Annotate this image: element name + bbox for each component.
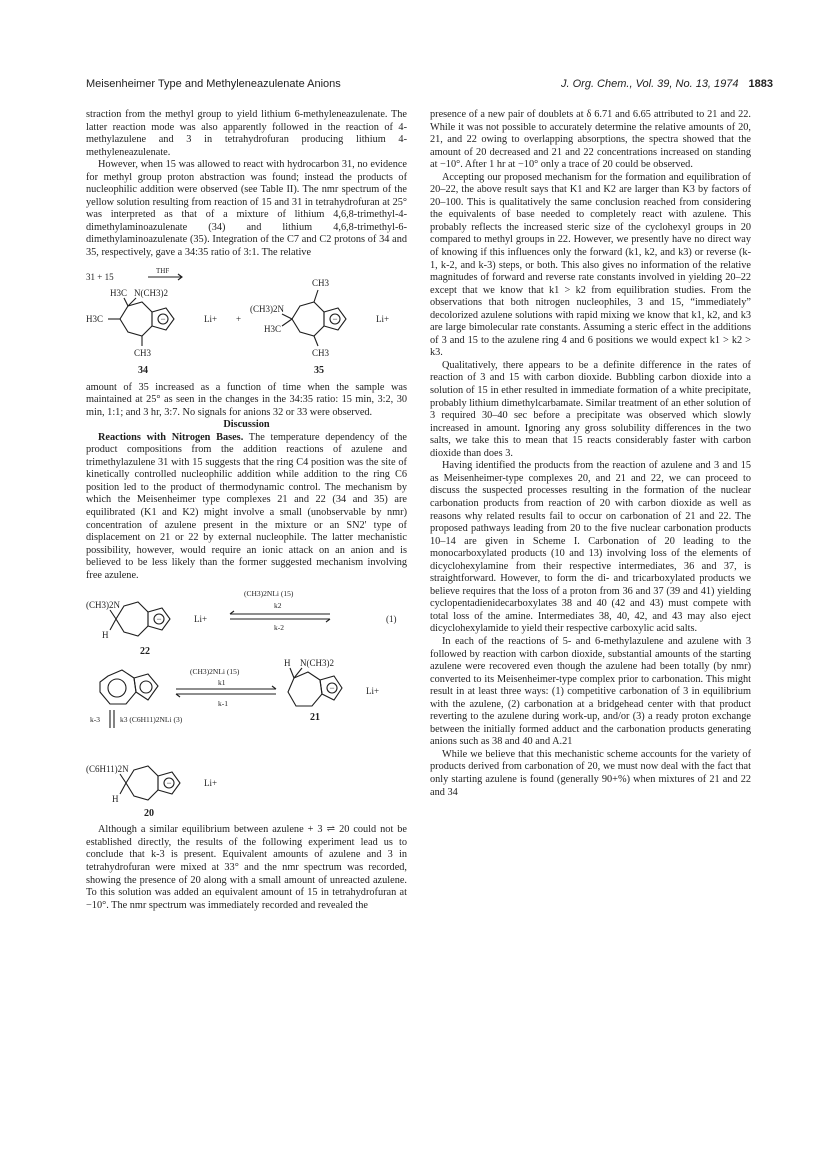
compound-20 [86,764,180,818]
five-ring [134,674,158,700]
paragraph: presence of a new pair of doublets at δ 6.71 and 6.65 attributed to 21 and 22. While it was not possible to accurately determine the relative amounts of 20, 21, and 22 owing to overlapping absorptions, the spectra showed that the amount of 20 decreased and 21 and 22 concentrations increased on standing at −10°. After 1 hr at −10° only a trace of 20 could be observed. [430,109,751,171]
lithium-cation: Li+ [204,313,218,324]
paragraph [86,432,407,583]
lithium-cation: Li+ [376,313,390,324]
rate-constant: k-3 [90,715,100,725]
minus-sign: − [329,683,335,694]
bond [110,610,116,619]
compound-label-21: 21 [310,712,320,724]
rate-constant: k2 [274,601,282,611]
rate-constant: k1 [218,678,226,688]
reagent-label: (CH3)2NLi (15) [244,589,294,599]
paragraph: Having identified the products from the reaction of azulene and 3 and 15 as Meisenheimer-type complexes 20, and 21 and 22, we can proceed to discuss the suspected processes resulting in the formation of the nuclear carbonation products from reaction of 20 with carbon dioxide as well as reasons why related results fail to occur on carbonation of 21 and 22. The proposed pathways leading from 20 to the five nuclear carbonation products 10–14 are given in Scheme I. Carbonation of 20 leading to the monocarboxylated products (10 and 13) involving loss of the elements of dicyclohexylamine from their respective intermediates, 36 and 37, is straightforward. However, to form the di- and tricarboxylated products we believe requires that the loss of a proton from 36 and 37 (39 and 41) yielding cyclopentadienidecarboxylates 38 and 40 (42 and 43) must compete with total loss of the amine. Intermediates 38, 40, 42, and 43 may also eject dicyclohexylamide to yield their respective carboxylic acid salts. [430,460,751,635]
compound-21 [284,658,342,723]
plus-sign: + [236,313,242,324]
aromatic-circle [140,681,152,693]
lithium-cation: Li+ [194,614,208,625]
run-in-heading: Reactions with Nitrogen Bases. [98,431,244,443]
compound-label-34: 34 [138,364,148,376]
bond [314,336,318,346]
paragraph: straction from the methyl group to yield lithium 6-methyleneazulenate. The latter reaction mode was also apparently followed in the reaction of 4-methylazulene and 3 in tetrahydrofuran producing lithium 4-methyleneazulenate. [86,109,407,158]
section-heading-discussion: Discussion [223,419,270,431]
bond [314,290,318,302]
paragraph: Accepting our proposed mechanism for the formation and equilibration of 20–22, the above result says that K1 and K2 are larger than K3 by factors of 20–100. This is qualitatively the same conclusion reached from considering the equivalents of base needed to completely react with azulene. This probably reflects the increased steric size of the cyclohexyl groups in 20 compared to methyl groups in 22. However, we presently have no direct way of knowing if this influences only the forward (k1, k2, and k3) or reverse (k-1, k-2, and k-3) steps, or both. This also gives no information of the relative magnitudes of forward and reverse rate constants involved in yielding 20–22 except that we know that k1 > k2 from equilibration studies. From the observations that both nitrogen nucleophiles, 3 and 15, “immediately” decolorized azulene solutions with rapid mixing we know that k1, k2, and k3 are large bimolecular rate constants. Assuming a steric effect in the additions of 3 and 15 to the azulene ring 4 and 6 positions we would expect k1 > k2 > k3. [430,171,751,359]
substituent-ch3: CH3 [312,277,330,288]
lithium-cation: Li+ [366,686,380,697]
paragraph-text: The temperature dependency of the product compositions from the addition reactions of azulene and trimethylazulene 31 with 15 suggests that the ring C4 position was the site of kinetically controlled nucleophilic addition while addition to the ring C6 position led to the product of thermodynamic control. The mechanism by which the Meisenheimer type complexes 21 and 22 (34 and 35) are equilibrated (K1 and K2) might involve a small (unobservable by nmr) concentration of azulene present in the mixture or an SN2' type of displacement on 21 or 22 by external nucleophile. The latter mechanistic possibility, however, would require an ionic attack on an anion and is believed to be less likely than the former suggested mechanism involving free azulene. [86,431,407,581]
seven-ring [116,602,148,636]
equilibrium-scheme-drawing [86,588,407,756]
paragraph: While we believe that this mechanistic scheme accounts for the variety of products derived from carbonation of 20, we must now deal with the fact that only starting azulene is found (generally 90+%) when mixtures of 21 and 22 and 34 [430,748,751,798]
seven-ring [120,302,152,336]
equation-number: (1) [386,614,397,625]
compound-22 [86,600,170,657]
substituent-h: H [284,658,291,669]
header-journal-block [561,78,773,94]
paragraph: amount of 35 increased as a function of time when the sample was maintained at 25° as seen in the changes in the 34:35 ratio: 15 min, 3:2, 30 min, 1:1; and 3 hr, 3:7. No signals for anions 32 or 33 were observed. [86,381,407,418]
header-journal: J. Org. Chem., Vol. 39, No. 13, 1974 [561,78,739,90]
rate-constant: k-1 [218,699,228,709]
scheme-34-35-drawing [86,266,407,376]
seven-ring [292,302,324,336]
substituent-dicyclohexylamino: (C6H11)2N [86,764,129,775]
rate-constant: k-2 [274,623,284,633]
bond [282,319,292,326]
aromatic-circle [108,679,126,697]
minus-sign: − [156,614,162,625]
left-column [86,109,407,912]
seven-ring [100,670,136,704]
substituent-ch3: CH3 [134,347,152,358]
bond [110,619,116,630]
substituent-h3c: H3C [86,313,104,324]
lithium-cation: Li+ [204,778,218,789]
reagent-label: k3 (C6H11)2NLi (3) [120,715,183,725]
reaction-scheme-34-35 [86,266,407,376]
minus-sign: − [166,778,172,789]
header-page-number: 1883 [748,78,773,90]
substituent-nme2: N(CH3)2 [134,287,168,298]
reagent-label: (CH3)2NLi (15) [190,667,240,677]
running-header [86,78,773,94]
substituent-ch3: CH3 [312,347,330,358]
header-title: Meisenheimer Type and Methyleneazulenate Anions [86,78,341,90]
right-column [430,109,751,799]
minus-sign: − [160,313,166,324]
arrow-label-thf: THF [156,266,170,275]
bond [120,783,126,794]
paragraph: Qualitatively, there appears to be a definite difference in the rates of reaction of 3 and 15 with carbon dioxide. Bubbling carbon dioxide into a solution of 15 in ether resulted in immediate formation of a white precipitate, probably lithium dimethylcarbamate. Similar treatment of an ether solution of 3 required 30–40 sec before a precipitate was observed which slowly increased in amount. Ignoring any gross solubility differences in the two salts, we take this to mean that 15 reacts considerably faster with carbon dioxide than does 3. [430,359,751,459]
seven-ring [126,766,158,800]
azulene [100,670,158,704]
substituent-h3c: H3C [110,287,128,298]
compound-label-35: 35 [314,364,324,376]
scheme-reactants: 31 + 15 [86,271,114,282]
paragraph: In each of the reactions of 5- and 6-methylazulene and azulene with 3 followed by reaction with carbon dioxide, substantial amounts of the starting azulene were recovered even though the azulene had been totally (by nmr) converted to its Meisenheimer-type complex prior to carbonation. This might result in at least three ways: (1) competitive carbonation of 3 in equilibrium with the azulene, (2) carbonation at a bridgehead center with that product reverting to the azulene during work-up, and/or (3) a ready proton exchange between the initially formed adduct and the carbonation products generating anions such as 38 and 40 and A.21 [430,635,751,748]
compound-35 [250,278,346,376]
substituent-nme2: (CH3)2N [86,600,120,611]
bond [282,314,292,319]
substituent-h3c: H3C [264,323,282,334]
substituent-h: H [102,630,109,641]
substituent-nme2: N(CH3)2 [300,658,334,669]
bond [290,668,294,678]
compound-label-20: 20 [144,808,154,819]
paragraph: Although a similar equilibrium between azulene + 3 ⇌ 20 could not be established directly, the results of the following experiment lead us to conclude that k-3 is present. Equivalent amounts of azulene and 3 in tetrahydrofuran were mixed at 33° and the nmr spectrum was recorded, showing the presence of 20 along with a small amount of unreacted azulene. To this solution was added an equivalent amount of 15 in tetrahydrofuran at −10°. The nmr spectrum was immediately recorded and revealed the [86,824,407,911]
minus-sign: − [332,313,338,324]
bond [120,774,126,783]
compound-20-drawing [86,756,407,818]
bond [124,298,128,306]
equilibrium-scheme-1 [86,588,407,818]
paragraph: However, when 15 was allowed to react with hydrocarbon 31, no evidence for methyl group proton abstraction was found; instead the products of nucleophilic addition were observed (see Table II). The nmr spectrum of the yellow solution resulting from reaction of 15 and 31 in tetrahydrofuran at 25° was interpreted as that of a mixture of lithium 4,6,8-trimethyl-4-dimethylaminoazulenate (34) and lithium 4,6,8-trimethyl-6-dimethylaminoazulenate (35). Integration of the C7 and C2 protons of 34 and 35, respectively, gave a 34:35 ratio of 3:1. The relative [86,159,407,259]
substituent-nme2: (CH3)2N [250,303,284,314]
compound-34 [86,288,174,376]
substituent-h: H [112,794,119,805]
compound-label-22: 22 [140,646,150,658]
